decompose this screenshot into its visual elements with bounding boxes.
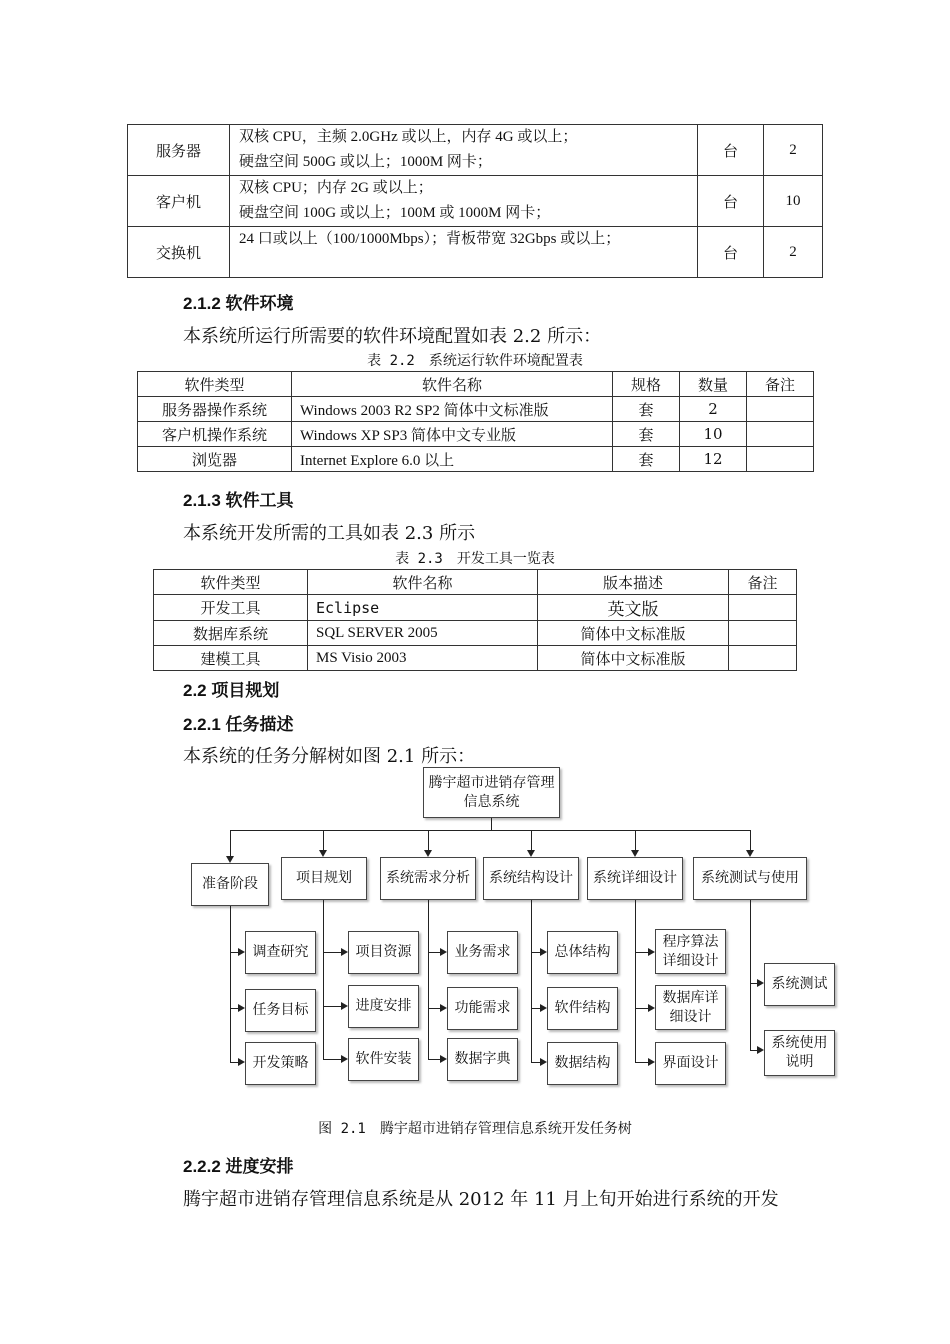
connector [531, 1062, 540, 1063]
table-row [138, 447, 814, 472]
connector [531, 900, 532, 1063]
tree-task-node: 任务目标 [245, 989, 316, 1032]
arrowhead [341, 1002, 348, 1010]
hw-name: 客户机 [128, 176, 230, 227]
tree-task-node: 项目资源 [348, 931, 419, 974]
arrowhead [527, 850, 535, 857]
column-header: 软件类型 [154, 570, 308, 595]
cell: Eclipse [308, 595, 538, 621]
hw-unit: 台 [698, 176, 764, 227]
cell: 服务器操作系统 [138, 397, 292, 422]
cell [729, 621, 797, 646]
tree-task-node [764, 1030, 835, 1076]
tree-task-node [655, 929, 726, 974]
cell: Internet Explore 6.0 以上 [292, 447, 613, 472]
tree-task-node: 界面设计 [655, 1042, 726, 1085]
hw-name: 交换机 [128, 227, 230, 278]
connector [428, 900, 429, 1060]
tree-task-node: 进度安排 [348, 985, 419, 1028]
arrowhead [440, 1004, 447, 1012]
tree-task-node [655, 985, 726, 1030]
cell: MS Visio 2003 [308, 646, 538, 671]
arrowhead [540, 948, 547, 956]
arrowhead [648, 948, 655, 956]
hw-spec [230, 125, 698, 176]
hw-name: 服务器 [128, 125, 230, 176]
connector [323, 952, 341, 953]
table-row [138, 422, 814, 447]
hw-spec-line: 24 口或以上（100/1000Mbps）；背板带宽 32Gbps 或以上； [239, 231, 621, 247]
tree-phase-node: 系统结构设计 [483, 857, 579, 900]
arrowhead [540, 1004, 547, 1012]
arrowhead [238, 1004, 245, 1012]
column-header: 软件类型 [138, 372, 292, 397]
connector [635, 1008, 648, 1009]
table-row [128, 176, 823, 227]
tree-phase-node: 系统需求分析 [380, 857, 476, 900]
connector [428, 1008, 440, 1009]
cell [729, 595, 797, 621]
cell [729, 646, 797, 671]
hw-spec-line: 硬盘空间 500G 或以上；1000M 网卡； [239, 154, 492, 170]
table-row [154, 621, 797, 646]
hw-unit: 台 [698, 227, 764, 278]
cell: Windows 2003 R2 SP2 简体中文标准版 [292, 397, 613, 422]
node-label: 腾宇超市进销存管理 [428, 774, 555, 791]
tree-root-node [423, 767, 560, 818]
paragraph: 腾宇超市进销存管理信息系统是从 2012 年 11 月上旬开始进行系统的开发 [183, 1189, 779, 1210]
arrowhead [746, 850, 754, 857]
cell: 2 [680, 397, 747, 422]
tree-task-node: 开发策略 [245, 1042, 316, 1085]
cell: Windows XP SP3 简体中文专业版 [292, 422, 613, 447]
column-header: 软件名称 [292, 372, 613, 397]
cell: SQL SERVER 2005 [308, 621, 538, 646]
arrowhead [631, 850, 639, 857]
section-heading: 2.2 项目规划 [183, 681, 280, 700]
software-env-table [137, 371, 814, 472]
hw-qty: 2 [764, 227, 823, 278]
hw-qty: 2 [764, 125, 823, 176]
cell [747, 422, 814, 447]
cell: 套 [613, 447, 680, 472]
connector [635, 830, 636, 850]
connector [428, 1059, 440, 1060]
paragraph: 本系统开发所需的工具如表 2.3 所示 [183, 523, 476, 544]
connector [323, 1059, 341, 1060]
arrowhead [757, 979, 764, 987]
section-heading: 2.2.2 进度安排 [183, 1157, 294, 1176]
column-header: 备注 [747, 372, 814, 397]
arrowhead [341, 1055, 348, 1063]
cell: 12 [680, 447, 747, 472]
cell: 数据库系统 [154, 621, 308, 646]
tree-task-node: 系统测试 [764, 963, 835, 1006]
node-label: 详细设计 [662, 952, 719, 969]
cell: 简体中文标准版 [538, 621, 729, 646]
hw-spec [230, 176, 698, 227]
tree-task-node: 总体结构 [547, 931, 618, 974]
tree-task-node: 调查研究 [245, 931, 316, 974]
cell: 10 [680, 422, 747, 447]
hw-unit: 台 [698, 125, 764, 176]
cell: 套 [613, 397, 680, 422]
arrowhead [648, 1004, 655, 1012]
connector [635, 900, 636, 1063]
connector [635, 952, 648, 953]
table-caption: 表 2.3 开发工具一览表 [395, 551, 555, 567]
arrowhead [424, 850, 432, 857]
column-header: 软件名称 [308, 570, 538, 595]
table-row [138, 397, 814, 422]
dev-tools-table [153, 569, 797, 671]
column-header: 数量 [680, 372, 747, 397]
tree-task-node: 软件结构 [547, 987, 618, 1030]
connector [750, 900, 751, 1051]
cell: 浏览器 [138, 447, 292, 472]
cell [747, 397, 814, 422]
tree-task-node: 数据结构 [547, 1042, 618, 1085]
cell: 套 [613, 422, 680, 447]
arrowhead [540, 1058, 547, 1066]
section-heading: 2.2.1 任务描述 [183, 715, 294, 734]
figure-caption: 图 2.1 腾宇超市进销存管理信息系统开发任务树 [318, 1121, 632, 1137]
connector [531, 830, 532, 850]
table-caption: 表 2.2 系统运行软件环境配置表 [367, 353, 583, 369]
node-label: 程序算法 [662, 933, 719, 950]
arrowhead [440, 948, 447, 956]
connector [323, 900, 324, 1060]
tree-phase-node: 系统测试与使用 [693, 857, 807, 900]
tree-phase-node: 系统详细设计 [587, 857, 683, 900]
tree-task-node: 软件安装 [348, 1038, 419, 1081]
connector [750, 830, 751, 850]
node-label: 细设计 [669, 1008, 712, 1025]
connector [635, 1062, 648, 1063]
connector [230, 952, 238, 953]
arrowhead [440, 1055, 447, 1063]
cell: 建模工具 [154, 646, 308, 671]
connector [531, 952, 540, 953]
connector [230, 1008, 238, 1009]
node-label: 数据库详 [662, 989, 719, 1006]
table-row [128, 125, 823, 176]
connector [230, 906, 231, 1063]
tree-phase-node: 项目规划 [281, 857, 367, 900]
connector [230, 830, 231, 858]
hw-spec [230, 227, 698, 278]
arrowhead [238, 948, 245, 956]
node-label: 说明 [785, 1054, 814, 1070]
connector [230, 830, 751, 831]
tree-task-node: 功能需求 [447, 987, 518, 1030]
column-header: 规格 [613, 372, 680, 397]
section-heading: 2.1.3 软件工具 [183, 491, 294, 510]
cell: 英文版 [538, 595, 729, 621]
arrowhead [319, 850, 327, 857]
arrowhead [226, 856, 234, 863]
cell: 开发工具 [154, 595, 308, 621]
table-row [154, 595, 797, 621]
hw-spec-line: 双核 CPU，主频 2.0GHz 或以上，内存 4G 或以上； [239, 129, 578, 145]
table-header-row [154, 570, 797, 595]
cell: 客户机操作系统 [138, 422, 292, 447]
connector [323, 1006, 341, 1007]
arrowhead [238, 1058, 245, 1066]
arrowhead [341, 948, 348, 956]
tree-task-node: 数据字典 [447, 1038, 518, 1081]
connector [323, 830, 324, 850]
arrowhead [648, 1058, 655, 1066]
connector [230, 1062, 238, 1063]
paragraph: 本系统的任务分解树如图 2.1 所示： [183, 746, 476, 767]
hw-qty: 10 [764, 176, 823, 227]
cell [747, 447, 814, 472]
hardware-table [127, 124, 823, 278]
section-heading: 2.1.2 软件环境 [183, 294, 294, 313]
column-header: 备注 [729, 570, 797, 595]
table-header-row [138, 372, 814, 397]
connector [428, 830, 429, 850]
paragraph: 本系统所运行所需要的软件环境配置如表 2.2 所示： [183, 326, 602, 347]
arrowhead [757, 1046, 764, 1054]
connector [428, 952, 440, 953]
column-header: 版本描述 [538, 570, 729, 595]
hw-spec-line: 双核 CPU；内存 2G 或以上； [239, 180, 433, 196]
hw-spec-line: 硬盘空间 100G 或以上；100M 或 1000M 网卡； [239, 205, 551, 221]
table-row [154, 646, 797, 671]
cell: 简体中文标准版 [538, 646, 729, 671]
node-label: 系统使用 [771, 1035, 828, 1051]
connector [531, 1008, 540, 1009]
table-row [128, 227, 823, 278]
tree-task-node: 业务需求 [447, 931, 518, 974]
tree-phase-node: 准备阶段 [191, 863, 269, 906]
node-label: 信息系统 [463, 793, 520, 810]
